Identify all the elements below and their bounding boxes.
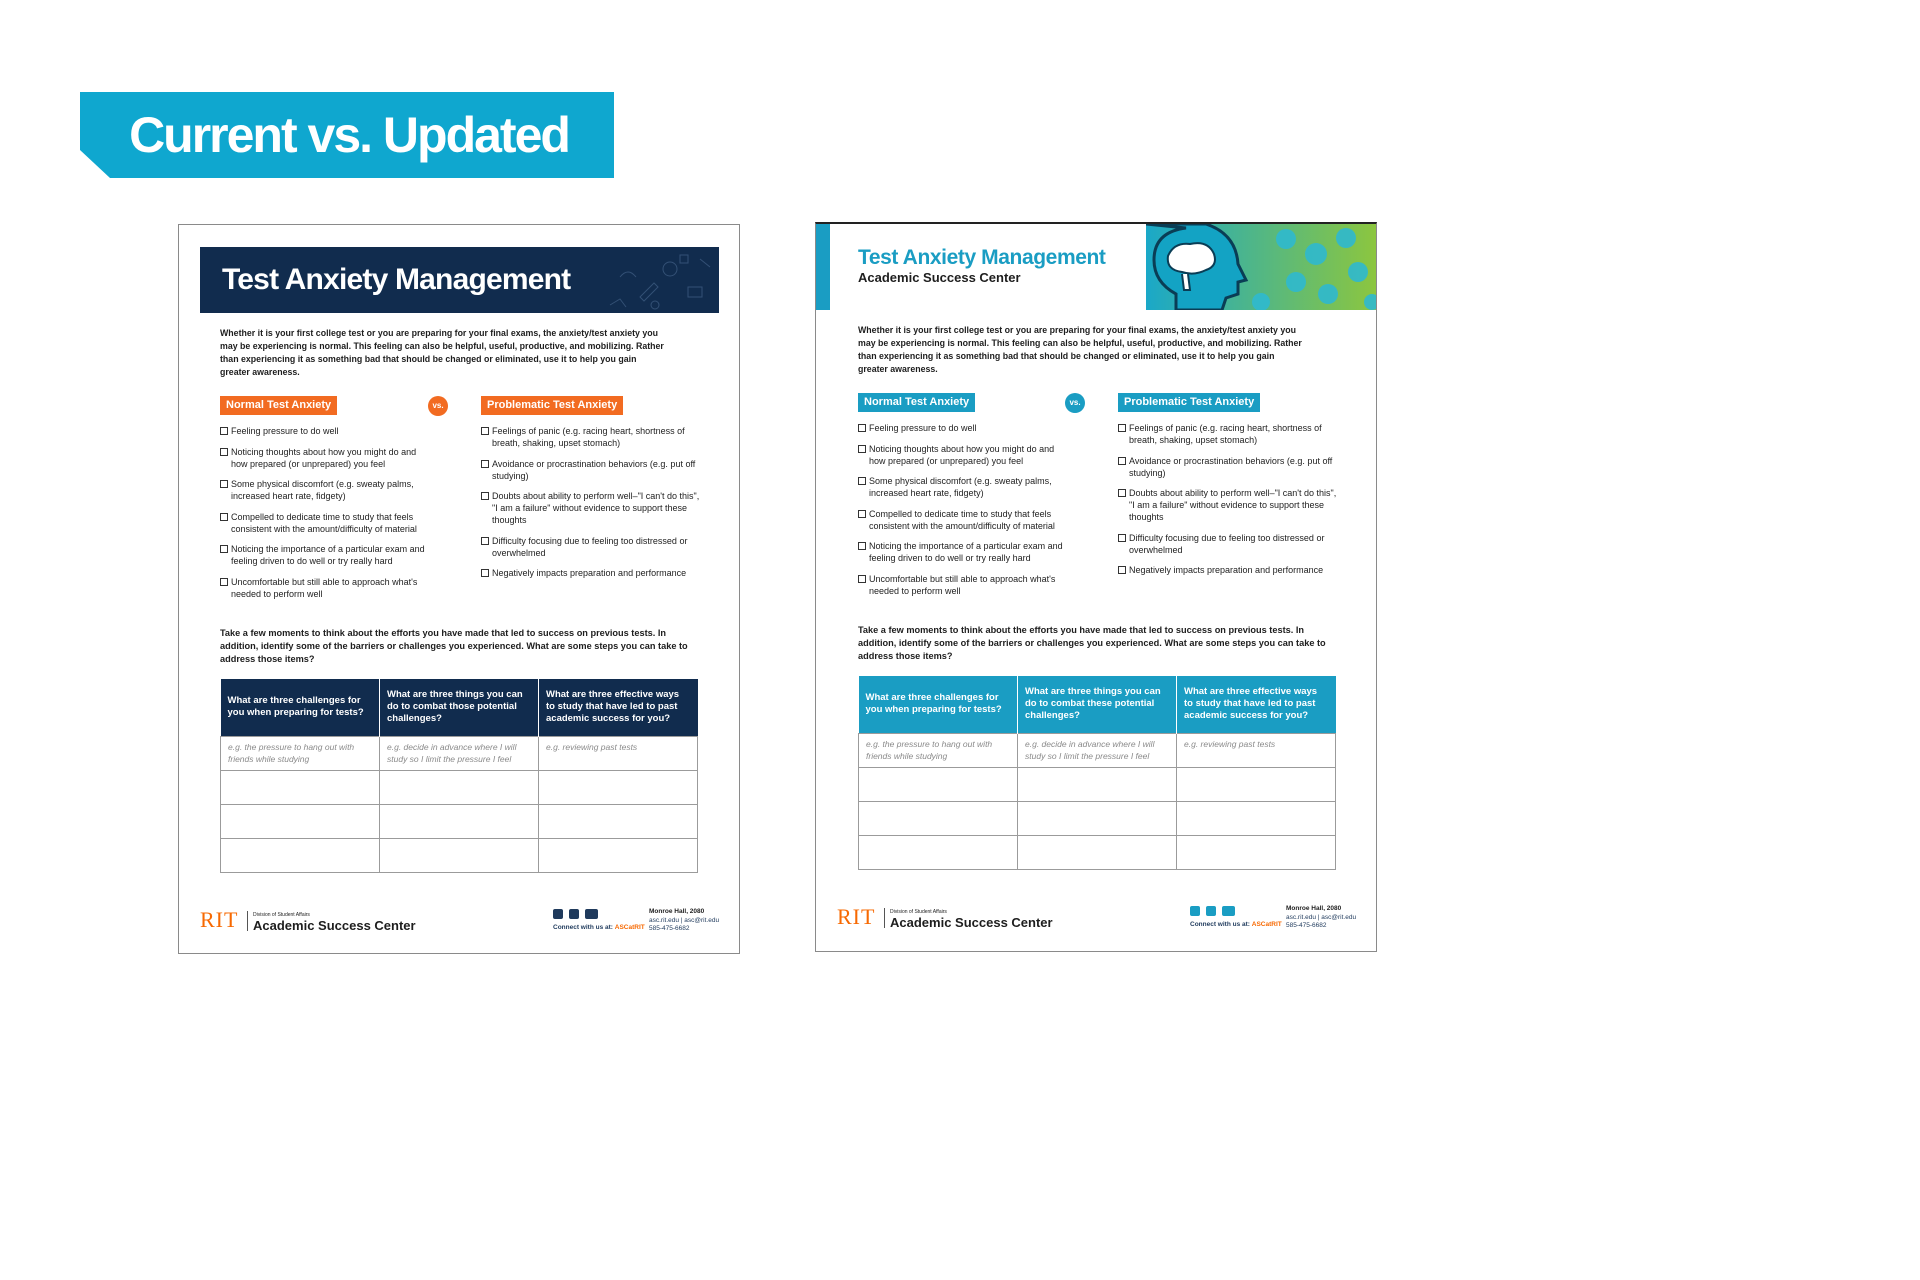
current-normal-label: Normal Test Anxiety — [220, 396, 337, 415]
current-normal-list — [220, 425, 435, 608]
current-intro: Whether it is your first college test or you are preparing for your final exams, the anxiety/test anxiety you may be experiencing is normal. This feeling can also be helpful, useful, productive, and mobilizing. Rather than experiencing it as something bad that should be changed or eliminated, use it to help you gain greater awareness. — [220, 328, 664, 377]
division-label: Division of Student Affairs — [890, 909, 947, 915]
table-row — [859, 835, 1336, 869]
updated-subtitle: Academic Success Center — [858, 270, 1021, 285]
checklist-item: Uncomfortable but still able to approach what's needed to perform well — [220, 576, 435, 600]
empty-cell[interactable] — [221, 804, 380, 838]
checklist-item: Noticing the importance of a particular exam and feeling driven to do well or try really hard — [858, 540, 1073, 564]
checklist-item: Doubts about ability to perform well–"I can't do this", "I am a failure" without evidence to support these thoughts — [481, 490, 706, 526]
head-illustration — [1146, 224, 1376, 310]
checklist-item: Noticing thoughts about how you might do and how prepared (or unprepared) you feel — [858, 443, 1073, 467]
current-vs-badge: vs. — [428, 396, 448, 416]
table-row — [859, 733, 1336, 767]
empty-cell[interactable] — [1177, 801, 1336, 835]
empty-cell[interactable] — [1018, 767, 1177, 801]
checklist-item: Feelings of panic (e.g. racing heart, shortness of breath, shaking, upset stomach) — [1118, 422, 1343, 446]
checklist-item: Feeling pressure to do well — [220, 425, 435, 437]
checklist-item: Some physical discomfort (e.g. sweaty palms, increased heart rate, fidgety) — [858, 475, 1073, 499]
table-header: What are three challenges for you when preparing for tests? — [859, 676, 1018, 733]
connect-prefix: Connect with us at: — [553, 924, 613, 931]
table-row — [221, 804, 698, 838]
empty-cell[interactable] — [539, 804, 698, 838]
empty-cell[interactable] — [539, 770, 698, 804]
updated-problem-label: Problematic Test Anxiety — [1118, 393, 1260, 412]
asc-label: Academic Success Center — [253, 918, 416, 933]
logo-divider — [247, 911, 248, 931]
updated-normal-label: Normal Test Anxiety — [858, 393, 975, 412]
connect-text — [553, 924, 645, 931]
checklist-item: Compelled to dedicate time to study that feels consistent with the amount/difficulty of material — [858, 508, 1073, 532]
example-cell[interactable]: e.g. decide in advance where I will study so I limit the pressure I feel — [1018, 733, 1177, 767]
table-header: What are three effective ways to study that have led to past academic success for you? — [1177, 676, 1336, 733]
empty-cell[interactable] — [539, 838, 698, 872]
facebook-icon[interactable] — [1190, 906, 1200, 916]
example-cell[interactable]: e.g. reviewing past tests — [539, 736, 698, 770]
empty-cell[interactable] — [1177, 767, 1336, 801]
contact-block — [1286, 905, 1356, 931]
checklist-item: Noticing the importance of a particular exam and feeling driven to do well or try really hard — [220, 543, 435, 567]
updated-intro: Whether it is your first college test or you are preparing for your final exams, the anxiety/test anxiety you may be experiencing is normal. This feeling can also be helpful, useful, productive, and mobilizing. Rather than experiencing it as something bad that should be changed or eliminated, use it to help you gain greater awareness. — [858, 325, 1302, 374]
contact-web[interactable]: asc.rit.edu | asc@rit.edu — [1286, 913, 1357, 921]
checklist-item: Feelings of panic (e.g. racing heart, shortness of breath, shaking, upset stomach) — [481, 425, 706, 449]
table-header: What are three things you can do to combat these potential challenges? — [1018, 676, 1177, 733]
contact-phone: 585-475-6682 — [1286, 922, 1327, 929]
checklist-item: Avoidance or procrastination behaviors (e.g. put off studying) — [1118, 455, 1343, 479]
rit-logo: RIT — [200, 907, 239, 932]
contact-block — [649, 908, 719, 934]
table-row — [221, 736, 698, 770]
instagram-icon[interactable] — [1206, 906, 1216, 916]
empty-cell[interactable] — [380, 838, 539, 872]
updated-accent-bar — [816, 224, 830, 310]
table-row — [859, 767, 1336, 801]
table-row — [221, 838, 698, 872]
contact-hall: Monroe Hall, 2080 — [1286, 905, 1342, 912]
updated-vs-badge: vs. — [1065, 393, 1085, 413]
empty-cell[interactable] — [1018, 835, 1177, 869]
rit-logo: RIT — [837, 904, 876, 929]
contact-phone: 585-475-6682 — [649, 925, 690, 932]
social-handle[interactable]: ASCatRIT — [614, 924, 645, 931]
updated-normal-list — [858, 422, 1073, 605]
current-title: Test Anxiety Management — [222, 263, 571, 296]
checklist-item: Difficulty focusing due to feeling too distressed or overwhelmed — [481, 535, 706, 559]
checklist-item: Uncomfortable but still able to approach what's needed to perform well — [858, 573, 1073, 597]
division-label: Division of Student Affairs — [253, 912, 310, 918]
updated-document — [815, 222, 1377, 952]
table-header-row — [859, 676, 1336, 733]
empty-cell[interactable] — [859, 801, 1018, 835]
example-cell[interactable]: e.g. reviewing past tests — [1177, 733, 1336, 767]
updated-title: Test Anxiety Management — [858, 246, 1106, 269]
social-handle[interactable]: ASCatRIT — [1251, 921, 1282, 928]
current-prompt: Take a few moments to think about the efforts you have made that led to success on previous tests. In addition, identify some of the barriers or challenges you experienced. What are some steps you can take to address those items? — [220, 628, 688, 664]
table-header: What are three things you can do to combat those potential challenges? — [380, 679, 539, 736]
updated-problem-list — [1118, 422, 1343, 585]
contact-hall: Monroe Hall, 2080 — [649, 908, 705, 915]
empty-cell[interactable] — [859, 767, 1018, 801]
updated-reflection-table — [858, 676, 1336, 870]
checklist-item: Difficulty focusing due to feeling too distressed or overwhelmed — [1118, 532, 1343, 556]
updated-prompt: Take a few moments to think about the efforts you have made that led to success on previous tests. In addition, identify some of the barriers or challenges you experienced. What are some steps you can take to address those items? — [858, 625, 1326, 661]
checklist-item: Doubts about ability to perform well–"I can't do this", "I am a failure" without evidence to support these thoughts — [1118, 487, 1343, 523]
comparison-banner — [80, 92, 614, 178]
current-header — [200, 247, 719, 313]
youtube-icon[interactable] — [585, 909, 598, 919]
connect-prefix: Connect with us at: — [1190, 921, 1250, 928]
checklist-item: Some physical discomfort (e.g. sweaty palms, increased heart rate, fidgety) — [220, 478, 435, 502]
checklist-item: Negatively impacts preparation and performance — [481, 567, 706, 579]
empty-cell[interactable] — [1177, 835, 1336, 869]
table-header: What are three effective ways to study that have led to past academic success for you? — [539, 679, 698, 736]
current-problem-label: Problematic Test Anxiety — [481, 396, 623, 415]
empty-cell[interactable] — [1018, 801, 1177, 835]
instagram-icon[interactable] — [569, 909, 579, 919]
asc-label: Academic Success Center — [890, 915, 1053, 930]
banner-title: Current vs. Updated — [129, 107, 569, 163]
example-cell[interactable]: e.g. the pressure to hang out with friends while studying — [221, 736, 380, 770]
checklist-item: Compelled to dedicate time to study that feels consistent with the amount/difficulty of material — [220, 511, 435, 535]
empty-cell[interactable] — [221, 838, 380, 872]
checklist-item: Negatively impacts preparation and performance — [1118, 564, 1343, 576]
table-header: What are three challenges for you when preparing for tests? — [221, 679, 380, 736]
checklist-item: Avoidance or procrastination behaviors (e.g. put off studying) — [481, 458, 706, 482]
connect-text — [1190, 921, 1282, 928]
empty-cell[interactable] — [380, 770, 539, 804]
current-document — [178, 224, 740, 954]
example-cell[interactable]: e.g. the pressure to hang out with friends while studying — [859, 733, 1018, 767]
facebook-icon[interactable] — [553, 909, 563, 919]
empty-cell[interactable] — [380, 804, 539, 838]
table-row — [221, 770, 698, 804]
checklist-item: Noticing thoughts about how you might do and how prepared (or unprepared) you feel — [220, 446, 435, 470]
table-header-row — [221, 679, 698, 736]
current-reflection-table — [220, 679, 698, 873]
social-icons — [1190, 906, 1235, 916]
logo-divider — [884, 908, 885, 928]
current-problem-list — [481, 425, 706, 588]
table-row — [859, 801, 1336, 835]
contact-web[interactable]: asc.rit.edu | asc@rit.edu — [649, 916, 720, 924]
empty-cell[interactable] — [859, 835, 1018, 869]
example-cell[interactable]: e.g. decide in advance where I will study so I limit the pressure I feel — [380, 736, 539, 770]
empty-cell[interactable] — [221, 770, 380, 804]
social-icons — [553, 909, 598, 919]
youtube-icon[interactable] — [1222, 906, 1235, 916]
checklist-item: Feeling pressure to do well — [858, 422, 1073, 434]
